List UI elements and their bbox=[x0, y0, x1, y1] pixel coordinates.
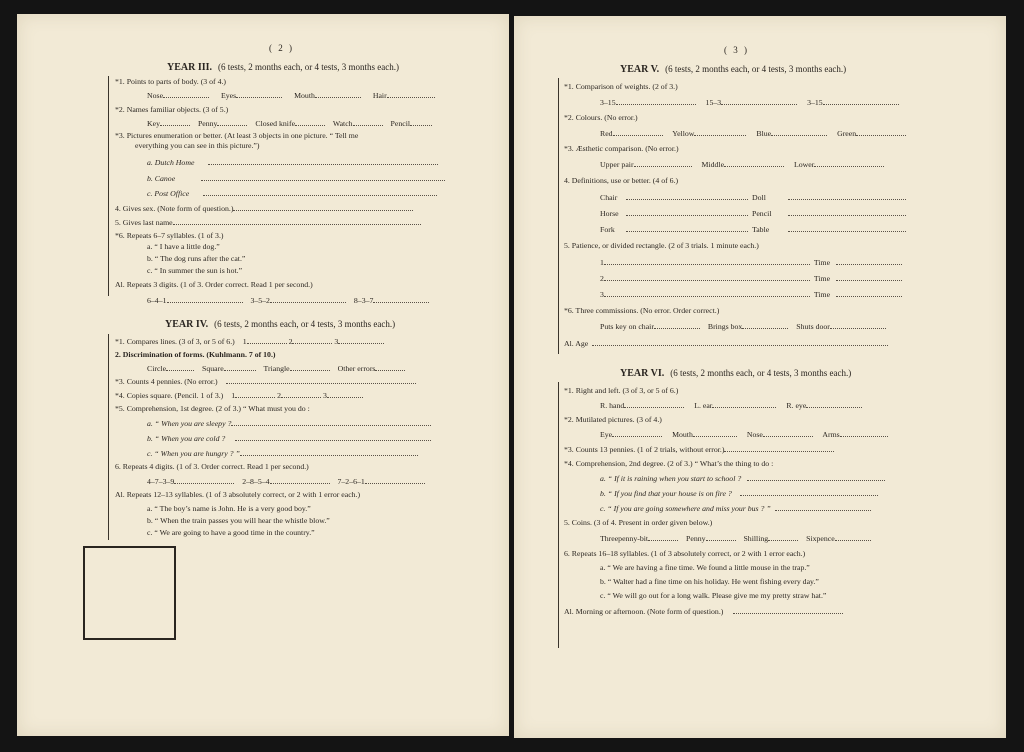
item-text: *3. Counts 4 pennies. (No error.) bbox=[115, 376, 416, 387]
margin-rule bbox=[108, 76, 109, 296]
answer-row: Threepenny-bit Penny Shilling Sixpence bbox=[600, 533, 871, 544]
item-text: 4. Gives sex. (Note form of question.) bbox=[115, 203, 413, 214]
photo-box bbox=[83, 546, 176, 640]
item-text: Al. Age bbox=[564, 338, 888, 349]
item-text: Al. Morning or afternoon. (Note form of question.) bbox=[564, 606, 843, 617]
sentence: b. “ The dog runs after the cat.” bbox=[147, 254, 246, 263]
item-text: *4. Copies square. (Pencil. 1 of 3.) 1 2 3 bbox=[115, 390, 363, 401]
item-text: 5. Patience, or divided rectangle. (2 of 3 trials. 1 minute each.) bbox=[564, 241, 759, 250]
margin-rule bbox=[108, 334, 109, 540]
year-note: (6 tests, 2 months each, or 4 tests, 3 months each.) bbox=[670, 368, 852, 378]
question-row: b. “ When you are cold ? bbox=[147, 433, 431, 444]
year-vi-heading bbox=[620, 368, 851, 379]
answer-row: R. hand L. ear R. eye bbox=[600, 400, 862, 411]
item-text: 5. Coins. (3 of 4. Present in order given below.) bbox=[564, 518, 713, 527]
item-text: 6. Repeats 16–18 syllables. (1 of 3 absolutely correct, or 2 with 1 error each.) bbox=[564, 549, 806, 558]
item-text: *1. Compares lines. (3 of 3, or 5 of 6.) 1 2 3 bbox=[115, 336, 384, 347]
answer-row: Red Yellow Blue Green bbox=[600, 128, 906, 139]
answer-row: Upper pair Middle Lower bbox=[600, 159, 884, 170]
year-note: (6 tests, 2 months each, or 4 tests, 3 months each.) bbox=[218, 62, 399, 72]
item-text: 2. Discrimination of forms. (Kuhlmann. 7 of 10.) bbox=[115, 350, 276, 359]
answer-row: Eye Mouth Nose Arms bbox=[600, 429, 888, 440]
item-text: *3. Pictures enumeration or better. (At least 3 objects in one picture. “ Tell me bbox=[115, 131, 359, 140]
page-number: ( 3 ) bbox=[724, 45, 749, 55]
sentence: a. “ We are having a fine time. We found a little mouse in the trap.” bbox=[600, 563, 810, 572]
item-text: Al. Repeats 3 digits. (1 of 3. Order correct. Read 1 per second.) bbox=[115, 280, 313, 289]
item-text: *6. Repeats 6–7 syllables. (1 of 3.) bbox=[115, 231, 224, 240]
left-page bbox=[17, 14, 509, 736]
question-row: a. “ When you are sleepy ? bbox=[147, 418, 431, 429]
right-page bbox=[514, 16, 1006, 738]
year-title: YEAR IV. bbox=[165, 319, 209, 330]
item-text: *2. Names familiar objects. (3 of 5.) bbox=[115, 105, 229, 114]
answer-row: Key Penny Closed knife Watch Pencil bbox=[147, 118, 432, 129]
sentence: c. “ We are going to have a good time in the country.” bbox=[147, 528, 315, 537]
answer-row: 1 Time bbox=[600, 257, 902, 268]
sentence: c. “ In summer the sun is hot.” bbox=[147, 266, 243, 275]
item-text: *3. Æsthetic comparison. (No error.) bbox=[564, 144, 679, 153]
answer-row: Nose Eyes Mouth Hair bbox=[147, 90, 435, 101]
item-text: *1. Comparison of weights. (2 of 3.) bbox=[564, 82, 678, 91]
year-title: YEAR V. bbox=[620, 64, 660, 75]
item-text: 5. Gives last name bbox=[115, 217, 421, 228]
year-iv-heading bbox=[165, 319, 395, 330]
sentence: c. “ We will go out for a long walk. Please give me my pretty straw hat.” bbox=[600, 591, 827, 600]
answer-row: Horse Pencil bbox=[600, 208, 906, 219]
year-title: YEAR VI. bbox=[620, 368, 665, 379]
sentence: a. “ I have a little dog.” bbox=[147, 242, 220, 251]
answer-row: 6–4–1 3–5–2 8–3–7 bbox=[147, 295, 429, 306]
question-row: c. “ When you are hungry ? ” bbox=[147, 448, 418, 459]
answer-row: b. Canoe bbox=[147, 173, 445, 184]
year-note: (6 tests, 2 months each, or 4 tests, 3 months each.) bbox=[214, 319, 396, 329]
question-row: c. “ If you are going somewhere and miss your bus ? ” bbox=[600, 503, 871, 514]
answer-row: 4–7–3–9 2–8–5–4 7–2–6–1 bbox=[147, 476, 425, 487]
item-text: Al. Repeats 12–13 syllables. (1 of 3 absolutely correct, or 2 with 1 error each.) bbox=[115, 490, 361, 499]
answer-row: a. Dutch Home bbox=[147, 157, 438, 168]
item-text: *1. Points to parts of body. (3 of 4.) bbox=[115, 77, 227, 86]
margin-rule bbox=[558, 78, 559, 354]
item-text: *2. Colours. (No error.) bbox=[564, 113, 638, 122]
item-text: 4. Definitions, use or better. (4 of 6.) bbox=[564, 176, 679, 185]
answer-row: 3–15 15–3 3–15 bbox=[600, 97, 899, 108]
item-text: *4. Comprehension, 2nd degree. (2 of 3.) “ What’s the thing to do : bbox=[564, 459, 774, 468]
item-text: *5. Comprehension, 1st degree. (2 of 3.) “ What must you do : bbox=[115, 404, 310, 413]
answer-row: Chair Doll bbox=[600, 192, 906, 203]
answer-row: Fork Table bbox=[600, 224, 906, 235]
answer-row: Circle Square Triangle Other errors bbox=[147, 363, 405, 374]
sentence: b. “ Walter had a fine time on his holiday. He went fishing every day.” bbox=[600, 577, 819, 586]
answer-row: c. Post Office bbox=[147, 188, 437, 199]
item-text: *1. Right and left. (3 of 3, or 5 of 6.) bbox=[564, 386, 679, 395]
year-title: YEAR III. bbox=[167, 62, 213, 73]
question-row: b. “ If you find that your house is on fire ? bbox=[600, 488, 878, 499]
page-number: ( 2 ) bbox=[269, 43, 294, 53]
sentence: a. “ The boy’s name is John. He is a very good boy.” bbox=[147, 504, 311, 513]
item-text: *3. Counts 13 pennies. (1 of 2 trials, without error.) bbox=[564, 444, 834, 455]
answer-row: 2 Time bbox=[600, 273, 902, 284]
item-text: 6. Repeats 4 digits. (1 of 3. Order correct. Read 1 per second.) bbox=[115, 462, 309, 471]
item-text: *6. Three commissions. (No error. Order correct.) bbox=[564, 306, 720, 315]
question-row: a. “ If it is raining when you start to school ? bbox=[600, 473, 885, 484]
year-note: (6 tests, 2 months each, or 4 tests, 3 months each.) bbox=[665, 64, 847, 74]
item-text: *2. Mutilated pictures. (3 of 4.) bbox=[564, 415, 662, 424]
year-iii-heading bbox=[167, 62, 399, 73]
answer-row: 3 Time bbox=[600, 289, 902, 300]
answer-row: Puts key on chair Brings box Shuts door bbox=[600, 321, 886, 332]
margin-rule bbox=[558, 382, 559, 648]
year-v-heading bbox=[620, 64, 846, 75]
sentence: b. “ When the train passes you will hear the whistle blow.” bbox=[147, 516, 330, 525]
item-text: everything you can see in this picture.”) bbox=[135, 141, 260, 150]
